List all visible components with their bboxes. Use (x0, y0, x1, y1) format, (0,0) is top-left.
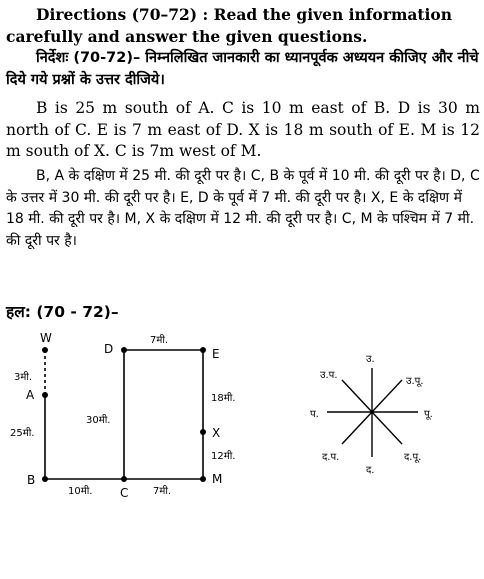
point-m (200, 476, 206, 482)
info-hindi: B, A के दक्षिण में 25 मी. की दूरी पर है। C, B के पूर्व में 10 मी. की दूरी पर है। D, C के उत्तर में 30 मी. की दूरी पर है। E, D के पूर्व में 7 मी. की दूरी पर है। X, E के दक्षिण में 18 मी. की दूरी पर है। M, X के दक्षिण में 12 मी. की दूरी पर है। C, M के पश्चिम में 7 मी. की दूरी पर है। (6, 168, 480, 249)
compass-southeast: द.पू. (404, 452, 422, 463)
point-d (121, 347, 127, 353)
label-b: B (27, 473, 36, 487)
label-e: E (212, 347, 220, 361)
dist-d-e: 7मी. (150, 335, 169, 346)
label-m: M (212, 472, 223, 486)
dist-b-c: 10मी. (68, 486, 93, 497)
compass-northeast: उ.पू. (406, 376, 424, 387)
label-w: W (40, 331, 52, 345)
point-a (42, 392, 48, 398)
point-e (200, 347, 206, 353)
point-x (200, 429, 206, 435)
point-b (42, 476, 48, 482)
directions-hindi: निर्देशः (70-72)– निम्नलिखित जानकारी का ध्यानपूर्वक अध्ययन कीजिए और नीचे दिये गये प्रश्नों के उत्तर दीजिये। (6, 50, 479, 88)
solution-label: हल: (70 - 72)– (6, 303, 119, 321)
label-d: D (104, 342, 114, 356)
label-x: X (212, 426, 221, 440)
compass-northwest: उ.प. (320, 370, 338, 381)
compass-north: उ. (366, 354, 375, 365)
dist-w-a: 3मी. (14, 372, 33, 383)
compass-west: प. (310, 409, 319, 420)
dist-c-m: 7मी. (153, 486, 172, 497)
dist-x-m: 12मी. (211, 451, 236, 462)
dist-a-b: 25मी. (10, 428, 35, 439)
label-c: C (120, 486, 129, 500)
point-c (121, 476, 127, 482)
compass-south: द. (366, 465, 375, 476)
compass-rose (327, 368, 418, 457)
directions-english: Directions (70–72) : Read the given information carefully and answer the given questions. (6, 5, 453, 46)
dist-e-x: 18मी. (211, 393, 236, 404)
dist-c-d: 30मी. (86, 415, 111, 426)
compass-east: पू. (424, 409, 433, 420)
info-english: B is 25 m south of A. C is 10 m east of B. D is 30 m north of C. E is 7 m east of D. X is 18 m south of E. M is 12 m south of X. C is 7m west of M. (6, 99, 480, 160)
point-w (42, 347, 48, 353)
compass-southwest: द.प. (322, 452, 340, 463)
label-a: A (26, 388, 35, 402)
